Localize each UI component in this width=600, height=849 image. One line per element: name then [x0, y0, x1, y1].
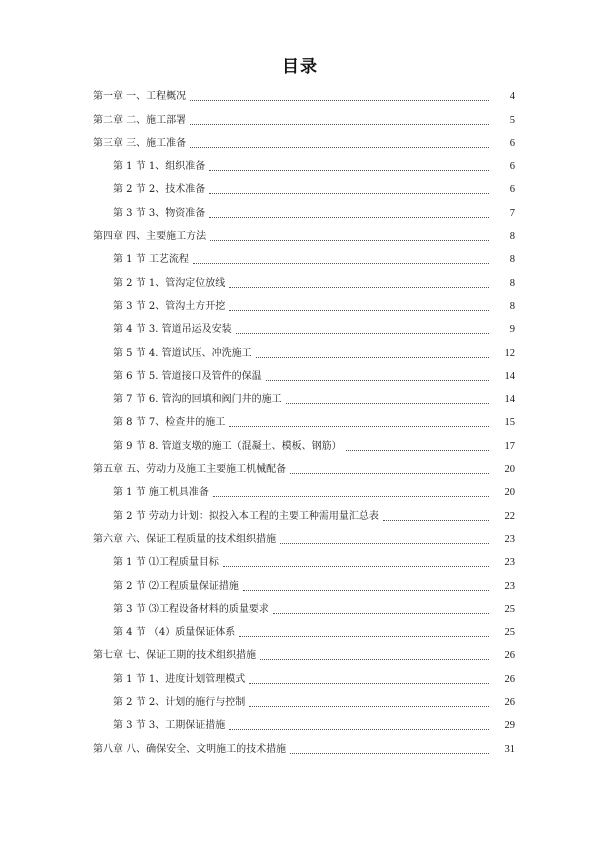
toc-leader-dots	[229, 287, 489, 288]
toc-entry-page-number: 14	[504, 370, 515, 382]
toc-entry-label: 第 2 节 1、管沟定位放线	[113, 277, 226, 289]
toc-entry-label: 第 2 节 ⑵工程质量保证措施	[113, 580, 239, 592]
toc-entry-label: 第 5 节 4. 管道试压、冲洗施工	[113, 347, 252, 359]
toc-entry[interactable]	[0, 686, 600, 709]
toc-leader-dots	[223, 566, 489, 567]
toc-entry-page-number: 23	[504, 557, 515, 569]
toc-leader-dots	[239, 636, 489, 637]
toc-entry-page-number: 8	[509, 300, 515, 312]
toc-leader-dots	[346, 450, 489, 451]
toc-entry-label: 第 7 节 6. 管沟的回填和阀门井的施工	[113, 394, 282, 406]
toc-leader-dots	[236, 333, 489, 334]
toc-entry[interactable]	[0, 313, 600, 336]
toc-entry-page-number: 6	[509, 184, 515, 196]
toc-entry-page-number: 7	[509, 207, 515, 219]
toc-entry[interactable]	[0, 290, 600, 313]
page-title: 目录	[282, 57, 318, 77]
toc-leader-dots	[249, 683, 489, 684]
toc-entry[interactable]	[0, 429, 600, 452]
toc-entry-label: 第 1 节 施工机具准备	[113, 487, 209, 499]
toc-entry-page-number: 6	[509, 161, 515, 173]
toc-leader-dots	[249, 706, 489, 707]
toc-entry[interactable]	[0, 336, 600, 359]
toc-leader-dots	[210, 240, 489, 241]
toc-entry-label: 第 3 节 ⑶工程设备材料的质量要求	[113, 603, 269, 615]
toc-entry[interactable]	[0, 360, 600, 383]
toc-entry-label: 第 2 节 2、计划的施行与控制	[113, 697, 246, 709]
toc-leader-dots	[243, 590, 489, 591]
toc-entry-page-number: 26	[504, 650, 515, 662]
toc-entry-label: 第 4 节 3. 管道吊运及安装	[113, 324, 232, 336]
toc-entry[interactable]	[0, 593, 600, 616]
toc-leader-dots	[290, 753, 489, 754]
toc-entry-label: 第 1 节 1、组织准备	[113, 161, 206, 173]
toc-entry-page-number: 15	[504, 417, 515, 429]
toc-entry-page-number: 5	[509, 114, 515, 126]
toc-entry-page-number: 9	[509, 324, 515, 336]
toc-entry-label: 第一章 一、工程概况	[93, 91, 187, 103]
toc-entry[interactable]	[0, 220, 600, 243]
toc-entry-label: 第 4 节 （4）质量保证体系	[113, 627, 236, 639]
toc-entry[interactable]	[0, 732, 600, 755]
toc-leader-dots	[280, 543, 489, 544]
toc-entry[interactable]	[0, 150, 600, 173]
toc-entry-page-number: 23	[504, 580, 515, 592]
toc-leader-dots	[290, 473, 489, 474]
toc-entry-page-number: 12	[504, 347, 515, 359]
toc-leader-dots	[209, 170, 489, 171]
toc-leader-dots	[229, 729, 489, 730]
toc-entry[interactable]	[0, 127, 600, 150]
toc-entry-page-number: 25	[504, 627, 515, 639]
toc-leader-dots	[266, 380, 489, 381]
toc-leader-dots	[209, 193, 489, 194]
toc-entry[interactable]	[0, 383, 600, 406]
toc-entry-label: 第 2 节 2、技术准备	[113, 184, 206, 196]
toc-entry-page-number: 4	[509, 91, 515, 103]
toc-entry-label: 第 3 节 3、工期保证措施	[113, 720, 226, 732]
toc-entry[interactable]	[0, 523, 600, 546]
toc-entry[interactable]	[0, 499, 600, 522]
toc-leader-dots	[193, 263, 489, 264]
toc-leader-dots	[286, 403, 489, 404]
toc-entry[interactable]	[0, 639, 600, 662]
toc-entry-page-number: 26	[504, 697, 515, 709]
toc-leader-dots	[213, 496, 489, 497]
toc-entry-label: 第六章 六、保证工程质量的技术组织措施	[93, 533, 277, 545]
toc-entry-page-number: 29	[504, 720, 515, 732]
toc-entry-page-number: 8	[509, 231, 515, 243]
toc-leader-dots	[229, 426, 489, 427]
table-of-contents	[0, 80, 600, 756]
toc-entry-label: 第四章 四、主要施工方法	[93, 231, 207, 243]
toc-entry-label: 第七章 七、保证工期的技术组织措施	[93, 650, 257, 662]
toc-entry[interactable]	[0, 243, 600, 266]
toc-entry-label: 第 6 节 5. 管道接口及管件的保温	[113, 370, 262, 382]
toc-entry-page-number: 17	[504, 440, 515, 452]
toc-entry-page-number: 8	[509, 254, 515, 266]
toc-entry-label: 第八章 八、确保安全、文明施工的技术措施	[93, 743, 287, 755]
toc-entry-page-number: 20	[504, 487, 515, 499]
toc-entry-page-number: 31	[504, 743, 515, 755]
toc-entry-page-number: 22	[504, 510, 515, 522]
toc-leader-dots	[273, 613, 489, 614]
toc-entry[interactable]	[0, 266, 600, 289]
toc-leader-dots	[383, 520, 489, 521]
toc-leader-dots	[190, 147, 489, 148]
toc-entry-label: 第二章 二、施工部署	[93, 114, 187, 126]
toc-entry-label: 第 1 节 工艺流程	[113, 254, 189, 266]
toc-entry-label: 第 2 节 劳动力计划：拟投入本工程的主要工种需用量汇总表	[113, 510, 379, 522]
toc-entry[interactable]	[0, 709, 600, 732]
toc-entry-label: 第 1 节 1、进度计划管理模式	[113, 673, 246, 685]
toc-entry-page-number: 23	[504, 533, 515, 545]
toc-entry-label: 第 9 节 8. 管道支墩的施工（混凝土、模板、钢筋）	[113, 440, 342, 452]
toc-entry[interactable]	[0, 662, 600, 685]
toc-entry-page-number: 26	[504, 673, 515, 685]
toc-leader-dots	[209, 217, 489, 218]
toc-entry-page-number: 25	[504, 603, 515, 615]
toc-entry[interactable]	[0, 196, 600, 219]
toc-entry[interactable]	[0, 569, 600, 592]
toc-leader-dots	[190, 124, 489, 125]
toc-leader-dots	[229, 310, 489, 311]
toc-entry[interactable]	[0, 406, 600, 429]
toc-entry-page-number: 14	[504, 394, 515, 406]
toc-entry-page-number: 6	[509, 137, 515, 149]
toc-entry[interactable]	[0, 476, 600, 499]
toc-entry-label: 第 3 节 3、物资准备	[113, 207, 206, 219]
toc-entry-label: 第 1 节 ⑴工程质量目标	[113, 557, 219, 569]
toc-entry[interactable]	[0, 546, 600, 569]
toc-entry[interactable]	[0, 80, 600, 103]
toc-entry[interactable]	[0, 453, 600, 476]
toc-entry[interactable]	[0, 173, 600, 196]
toc-entry-label: 第 8 节 7、检查井的施工	[113, 417, 226, 429]
toc-entry-label: 第五章 五、劳动力及施工主要施工机械配备	[93, 464, 287, 476]
toc-entry[interactable]	[0, 616, 600, 639]
toc-entry[interactable]	[0, 103, 600, 126]
toc-entry-label: 第 3 节 2、管沟土方开挖	[113, 300, 226, 312]
toc-entry-label: 第三章 三、施工准备	[93, 137, 187, 149]
toc-entry-page-number: 20	[504, 464, 515, 476]
toc-leader-dots	[190, 100, 489, 101]
toc-leader-dots	[256, 357, 489, 358]
toc-leader-dots	[260, 659, 489, 660]
toc-entry-page-number: 8	[509, 277, 515, 289]
